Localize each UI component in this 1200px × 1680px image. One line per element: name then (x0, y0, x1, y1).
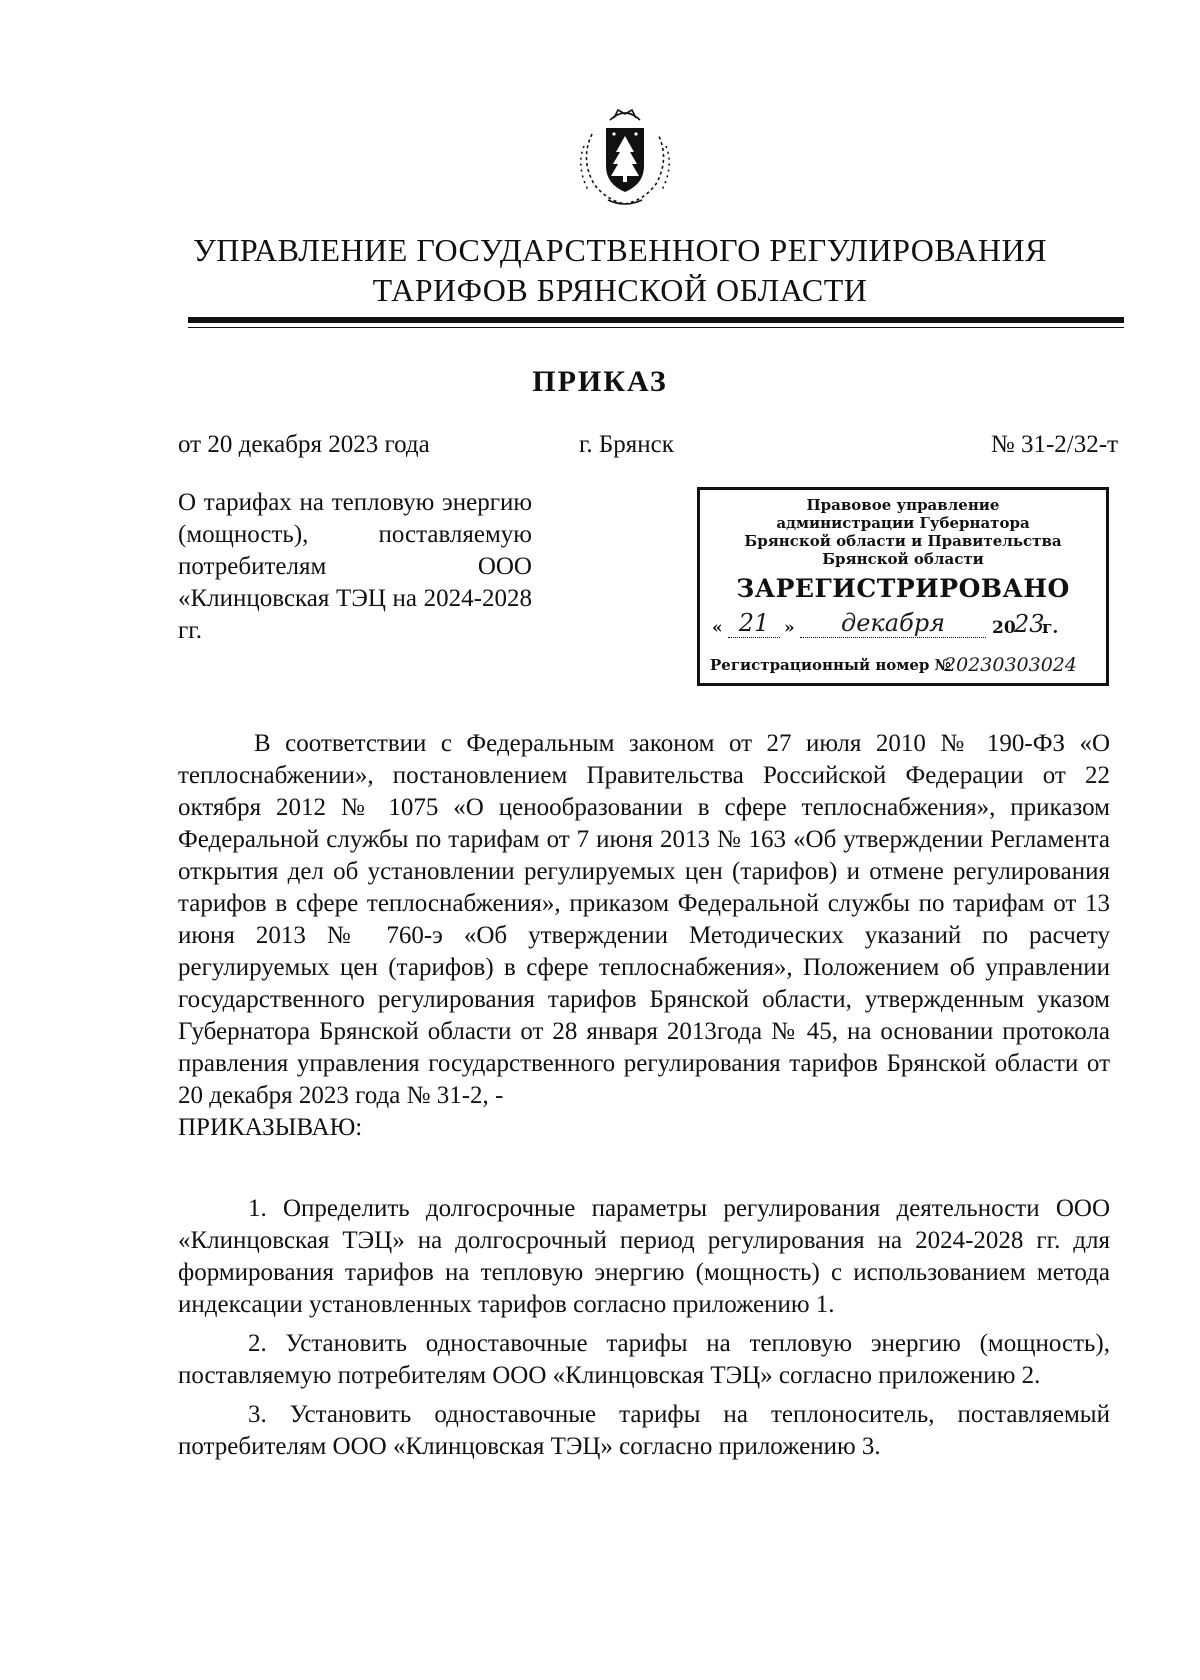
order-item-2: 2. Установить одноставочные тарифы на тепловую энергию (мощность), поставляемую потребителям ООО «Клинцовская ТЭЦ» согласно приложению 2. (178, 1330, 1110, 1389)
stamp-line-4: Брянской области (822, 550, 984, 568)
preamble-paragraph (178, 728, 1110, 1144)
agency-name (170, 230, 1070, 310)
header-divider-thick (188, 317, 1124, 323)
order-word: ПРИКАЗЫВАЮ: (178, 1114, 363, 1141)
document-subject: О тарифах на тепловую энергию (мощность), поставляемую потребителям ООО «Клинцовская ТЭЦ на 2024-2028 гг. (178, 489, 532, 644)
stamp-line-3: Брянской области и Правительства (744, 532, 1062, 550)
agency-name-line1: УПРАВЛЕНИЕ ГОСУДАРСТВЕННОГО РЕГУЛИРОВАНИЯ (193, 232, 1047, 268)
stamp-registration-number-label: Регистрационный номер № (710, 656, 951, 674)
coat-of-arms-emblem (570, 104, 680, 212)
stamp-quote-close: » (784, 618, 795, 638)
stamp-handwritten-registration-number: 20230303024 (944, 654, 1077, 676)
stamp-line-2: администрации Губернатора (776, 514, 1030, 532)
coat-of-arms-icon (570, 104, 680, 212)
stamp-date-row (700, 608, 1106, 642)
preamble-text: В соответствии с Федеральным законом от 27 июля 2010 № 190-ФЗ «О теплоснабжении», постановлением Правительства Российской Федерации от 22 октября 2012 № 1075 «О ценообразовании в сфере теплоснабжения», приказом Федеральной службы по тарифам от 7 июня 2013 № 163 «Об утверждении Регламента открытия дел об установлении регулируемых цен (тарифов) и отмене регулирования тарифов в сфере теплоснабжения», приказом Федеральной службы по тарифам от 13 июня 2013 № 760-э «Об утверждении Методических указаний по расчету регулируемых цен (тарифов) в сфере теплоснабжения», Положением об управлении государственного регулирования тарифов Брянской области, утвержденным указом Губернатора Брянской области от 28 января 2013года № 45, на основании протокола правления управления государственного регулирования тарифов Брянской области от 20 декабря 2023 года № 31-2, - (178, 730, 1110, 1109)
agency-name-line2: ТАРИФОВ БРЯНСКОЙ ОБЛАСТИ (372, 272, 868, 308)
order-items (178, 1193, 1110, 1470)
stamp-handwritten-month: декабря (800, 609, 986, 638)
stamp-year-prefix: 20 (992, 618, 1016, 638)
stamp-line-1: Правовое управление (806, 496, 1000, 514)
stamp-year-end: г. (1042, 618, 1059, 638)
stamp-registration-number-row (700, 650, 1106, 680)
registration-stamp (697, 487, 1109, 686)
header-divider-thin (188, 327, 1124, 328)
document-number: № 31-2/32-т (990, 431, 1118, 458)
stamp-quote-open: « (712, 618, 723, 638)
order-item-1: 1. Определить долгосрочные параметры регулирования деятельности ООО «Клинцовская ТЭЦ» на долгосрочный период регулирования на 2024-2028 гг. для формирования тарифов на тепловую энергию (мощность) с использованием метода индексации установленных тарифов согласно приложению 1. (178, 1195, 1110, 1318)
stamp-handwritten-year: 23 (1014, 610, 1045, 638)
stamp-handwritten-day: 21 (728, 609, 780, 638)
document-title: ПРИКАЗ (532, 365, 668, 398)
document-date: от 20 декабря 2023 года (178, 431, 430, 458)
stamp-registered-label: ЗАРЕГИСТРИРОВАНО (736, 574, 1070, 603)
order-item-3: 3. Установить одноставочные тарифы на теплоноситель, поставляемый потребителям ООО «Клинцовская ТЭЦ» согласно приложению 3. (178, 1401, 1110, 1460)
document-city: г. Брянск (579, 431, 674, 458)
